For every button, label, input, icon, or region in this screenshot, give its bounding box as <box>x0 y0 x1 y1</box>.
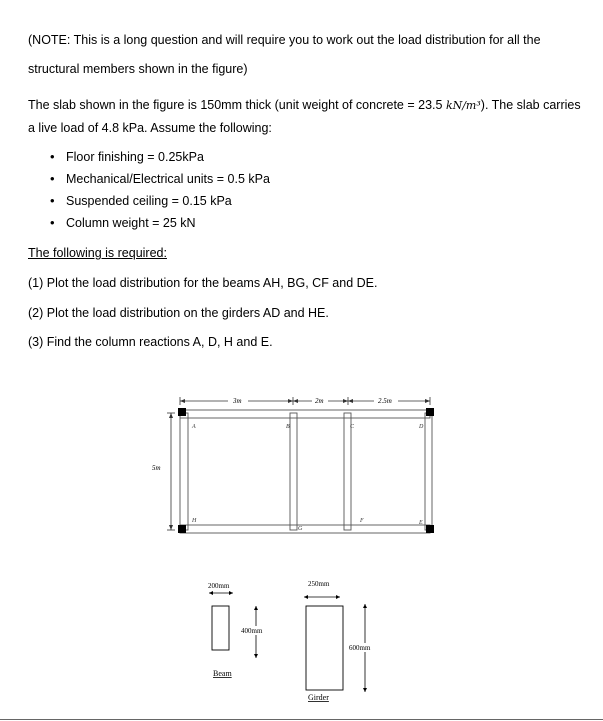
beam-depth-label: 400mm <box>241 627 263 635</box>
required-heading: The following is required: <box>28 246 167 260</box>
beam-AH <box>180 413 188 530</box>
girder-AD <box>180 410 430 418</box>
bullet-floor-finishing: Floor finishing = 0.25kPa <box>66 150 204 164</box>
beam-DE <box>425 413 432 530</box>
node-E: E <box>419 520 423 526</box>
bullet-suspended-ceiling: Suspended ceiling = 0.15 kPa <box>66 194 232 208</box>
bullet-column-weight: Column weight = 25 kN <box>66 216 196 230</box>
beam-label: Beam <box>213 669 232 678</box>
bullet-mechanical-electrical: Mechanical/Electrical units = 0.5 kPa <box>66 172 270 186</box>
requirement-3: (3) Find the column reactions A, D, H and E. <box>28 335 273 349</box>
girder-label: Girder <box>308 693 329 702</box>
node-F: F <box>360 518 364 524</box>
dim-height: 5m <box>152 464 161 472</box>
slab-text-pre: The slab shown in the figure is 150mm thick (unit weight of concrete = 23.5 <box>28 98 446 112</box>
dim-span-1: 3m <box>233 397 242 405</box>
unit-weight-unit: kN/m³ <box>445 99 481 112</box>
beam-BG <box>290 413 297 530</box>
requirement-1: (1) Plot the load distribution for the beams AH, BG, CF and DE. <box>28 276 378 290</box>
bullet-dot: • <box>50 149 55 164</box>
column-D <box>426 408 434 416</box>
bullet-dot: • <box>50 215 55 230</box>
girder-width-label: 250mm <box>308 580 330 588</box>
dim-span-3: 2.5m <box>378 397 392 405</box>
column-H <box>178 525 186 533</box>
note-line-1: (NOTE: This is a long question and will require you to work out the load distribution for all the <box>28 33 541 47</box>
column-A <box>178 408 186 416</box>
node-A: A <box>192 424 196 430</box>
girder-depth-label: 600mm <box>349 644 371 652</box>
node-H: H <box>192 518 197 524</box>
slab-text-post: ). The slab carries <box>480 98 581 112</box>
bullet-dot: • <box>50 171 55 186</box>
node-D: D <box>419 424 424 430</box>
column-E <box>426 525 434 533</box>
beam-section <box>212 606 229 650</box>
dim-span-2: 2m <box>315 397 324 405</box>
girder-section <box>306 606 343 690</box>
note-line-2: structural members shown in the figure) <box>28 62 248 76</box>
node-G: G <box>298 526 303 532</box>
girder-HE <box>180 525 430 533</box>
node-C: C <box>350 424 355 430</box>
beam-CF <box>344 413 351 530</box>
beam-width-label: 200mm <box>208 582 230 590</box>
bullet-dot: • <box>50 193 55 208</box>
requirement-2: (2) Plot the load distribution on the girders AD and HE. <box>28 306 329 320</box>
slab-description-line-2: a live load of 4.8 kPa. Assume the following: <box>28 121 272 135</box>
node-B: B <box>286 424 290 430</box>
